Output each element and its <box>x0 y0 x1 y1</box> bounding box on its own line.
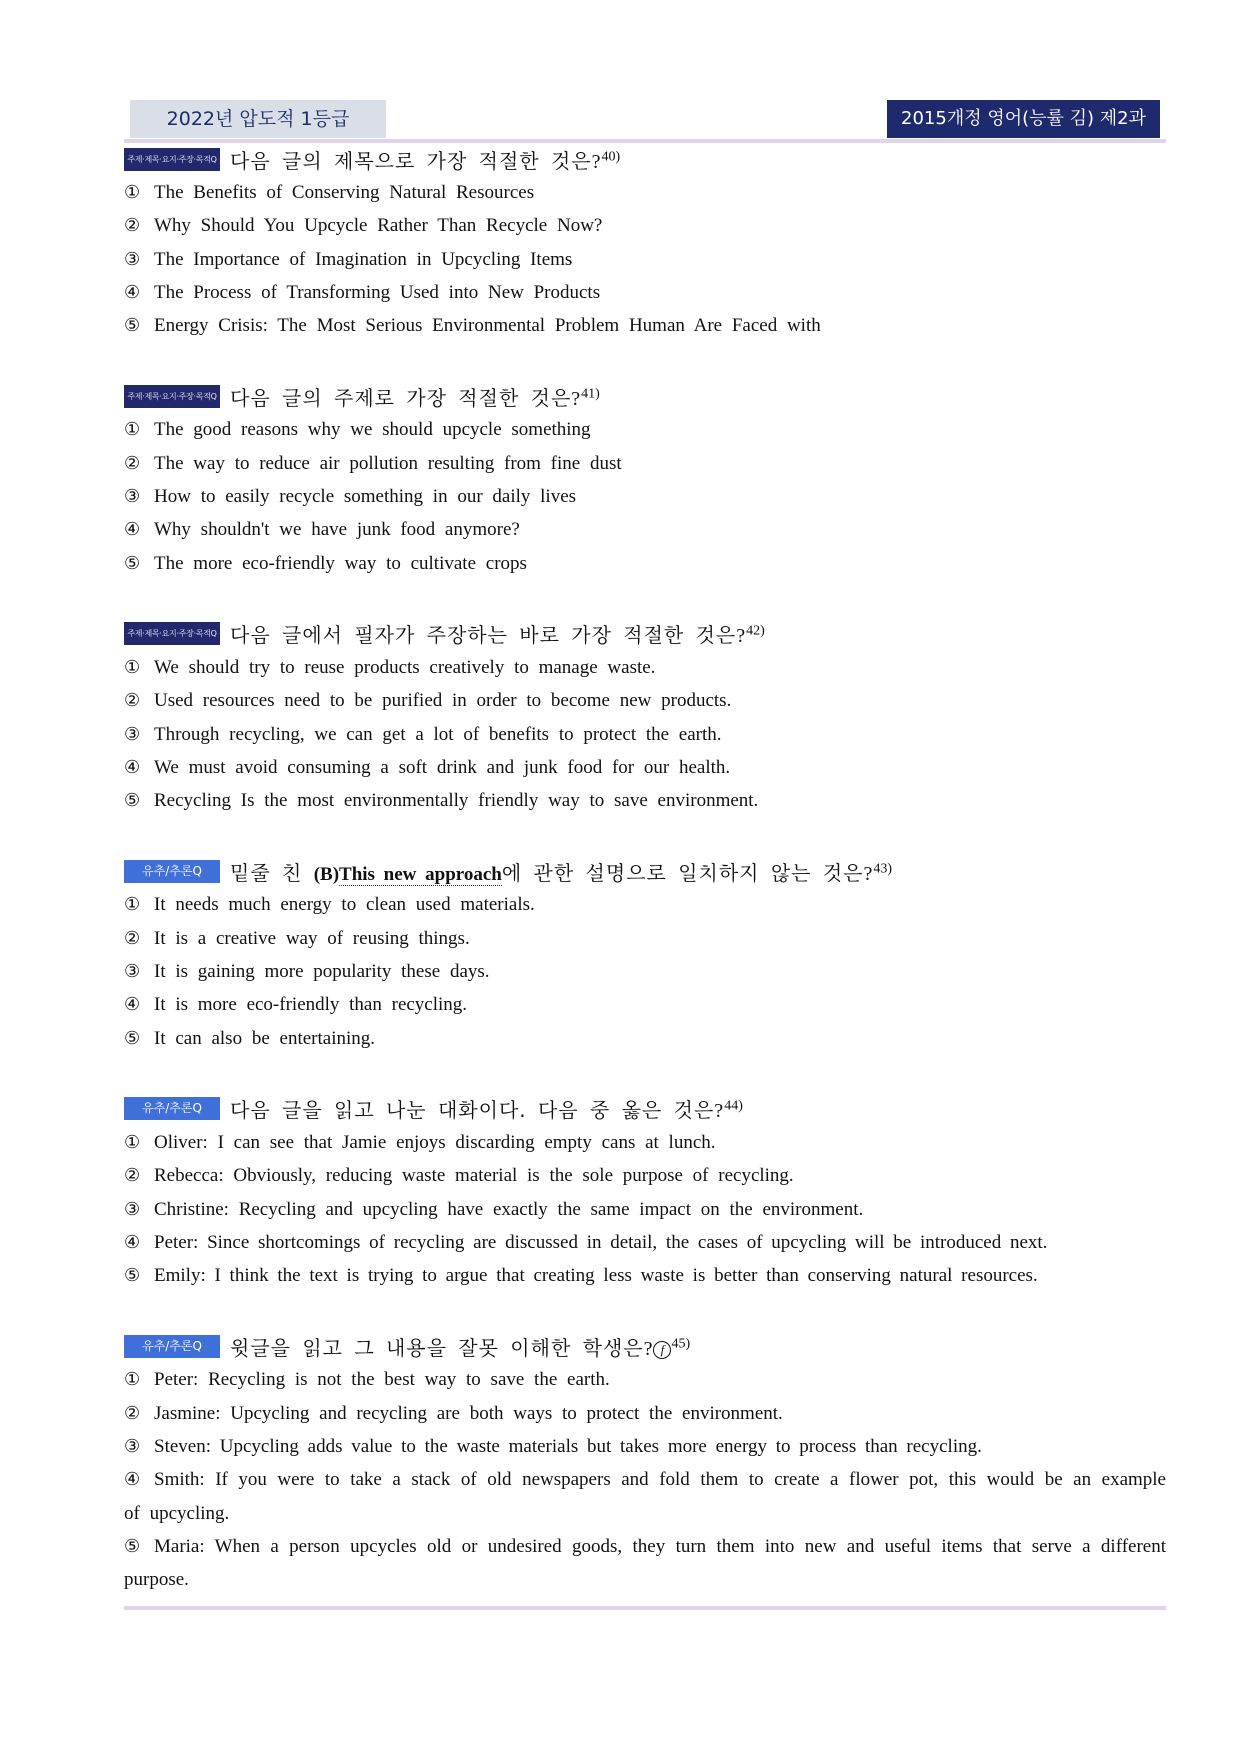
footer-divider <box>124 1606 1166 1610</box>
option-item: ④ Peter: Since shortcomings of recycling are discussed in detail, the cases of upcycling will be introduced next. <box>124 1231 1048 1253</box>
question-prompt: 밑줄 친 (B)This new approach에 관한 설명으로 일치하지 않는 것은?$^{43)}$ <box>230 860 893 885</box>
option-item: ⑤ It can also be entertaining. <box>124 1027 376 1049</box>
question-type-tag: 유추/추론Q <box>124 1335 220 1358</box>
question-42 <box>124 617 1166 817</box>
option-item: ③ Christine: Recycling and upcycling have exactly the same impact on the environment. <box>124 1198 864 1220</box>
options-list <box>124 888 1166 1054</box>
option-item: ① We should try to reuse products creatively to manage waste. <box>124 656 656 678</box>
footnote-ref: 43) <box>873 861 893 877</box>
option-item: ⑤ Recycling Is the most environmentally friendly way to save environment. <box>124 790 759 812</box>
footnote-ref: 44) <box>724 1098 743 1114</box>
footnote-ref: 40) <box>601 148 621 164</box>
question-type-tag: 주제·제목·요지·주장·목적Q <box>124 148 220 171</box>
option-item: ④ It is more eco-friendly than recycling. <box>124 994 468 1016</box>
option-item: ① The Benefits of Conserving Natural Resources <box>124 182 535 203</box>
question-type-tag: 주제·제목·요지·주장·목적Q <box>124 622 220 645</box>
header-left-title: 2022년 압도적 1등급 <box>130 100 386 138</box>
option-item: ③ It is gaining more popularity these days. <box>124 961 490 983</box>
option-item: ① Oliver: I can see that Jamie enjoys discarding empty cans at lunch. <box>124 1131 716 1153</box>
question-header <box>124 379 1166 413</box>
questions-container <box>124 142 1166 1634</box>
question-header <box>124 617 1166 651</box>
option-item: ② Jasmine: Upcycling and recycling are both ways to protect the environment. <box>124 1402 783 1424</box>
option-item: ⑤ Emily: I think the text is trying to argue that creating less waste is better than conserving natural resources. <box>124 1265 1038 1287</box>
option-item: ③ Through recycling, we can get a lot of benefits to protect the earth. <box>124 723 722 745</box>
header-right-title: 2015개정 영어(능률 김) 제2과 <box>887 100 1160 138</box>
underlined-phrase: This new approach <box>339 863 502 885</box>
option-item: ③ Steven: Upcycling adds value to the waste materials but takes more energy to process than recycling. <box>124 1436 982 1458</box>
reference-label: (B) <box>313 863 340 885</box>
footnote-ref: 45) <box>671 1336 691 1352</box>
question-40 <box>124 142 1166 342</box>
options-list <box>124 1126 1166 1292</box>
option-item: ④ Smith: If you were to take a stack of old newspapers and fold them to create a flower pot, this would be an example of upcycling. <box>124 1469 1166 1524</box>
option-item: ④ We must avoid consuming a soft drink and junk food for our health. <box>124 756 731 778</box>
question-header <box>124 1329 1166 1363</box>
footnote-ref: 42) <box>746 623 765 639</box>
question-type-tag: 유추/추론Q <box>124 860 220 883</box>
circled-f-mark: f <box>653 1341 671 1359</box>
question-43 <box>124 854 1166 1054</box>
option-item: ② Why Should You Upcycle Rather Than Recycle Now? <box>124 215 603 237</box>
question-header <box>124 854 1166 888</box>
option-item: ④ Why shouldn't we have junk food anymore? <box>124 519 520 541</box>
option-item: ① It needs much energy to clean used materials. <box>124 894 535 916</box>
question-type-tag: 주제·제목·요지·주장·목적Q <box>124 385 220 408</box>
question-prompt: 다음 글을 읽고 나눈 대화이다. 다음 중 옳은 것은?$^{44)}$ <box>230 1098 743 1123</box>
question-prompt: 다음 글의 주제로 가장 적절한 것은?$^{41)}$ <box>230 385 600 410</box>
question-44 <box>124 1092 1166 1292</box>
option-item: ④ The Process of Transforming Used into New Products <box>124 281 601 303</box>
options-list <box>124 1363 1166 1596</box>
options-list <box>124 413 1166 579</box>
option-item: ② It is a creative way of reusing things. <box>124 927 470 949</box>
page-header <box>124 100 1166 140</box>
question-header <box>124 1092 1166 1126</box>
question-type-tag: 유추/추론Q <box>124 1097 220 1120</box>
question-header <box>124 142 1166 176</box>
question-prompt: 다음 글의 제목으로 가장 적절한 것은?$^{40)}$ <box>230 148 621 173</box>
option-item: ② The way to reduce air pollution resulting from fine dust <box>124 452 622 474</box>
option-item: ③ How to easily recycle something in our daily lives <box>124 486 577 508</box>
option-item: ① Peter: Recycling is not the best way to save the earth. <box>124 1369 610 1391</box>
option-item: ② Rebecca: Obviously, reducing waste material is the sole purpose of recycling. <box>124 1165 794 1187</box>
question-41 <box>124 379 1166 579</box>
question-45 <box>124 1329 1166 1596</box>
option-item: ⑤ Maria: When a person upcycles old or undesired goods, they turn them into new and useful items that serve a different purpose. <box>124 1535 1166 1591</box>
option-item: ② Used resources need to be purified in order to become new products. <box>124 690 732 712</box>
question-prompt: 다음 글에서 필자가 주장하는 바로 가장 적절한 것은?$^{42)}$ <box>230 623 765 648</box>
option-item: ③ The Importance of Imagination in Upcycling Items <box>124 248 573 270</box>
question-prompt: 윗글을 읽고 그 내용을 잘못 이해한 학생은? f $^{45)}$ <box>230 1335 691 1360</box>
option-item: ① The good reasons why we should upcycle something <box>124 419 591 441</box>
option-item: ⑤ Energy Crisis: The Most Serious Environmental Problem Human Are Faced with <box>124 315 821 337</box>
options-list <box>124 176 1166 342</box>
option-item: ⑤ The more eco-friendly way to cultivate crops <box>124 552 527 574</box>
footnote-ref: 41) <box>581 386 600 402</box>
options-list <box>124 651 1166 817</box>
